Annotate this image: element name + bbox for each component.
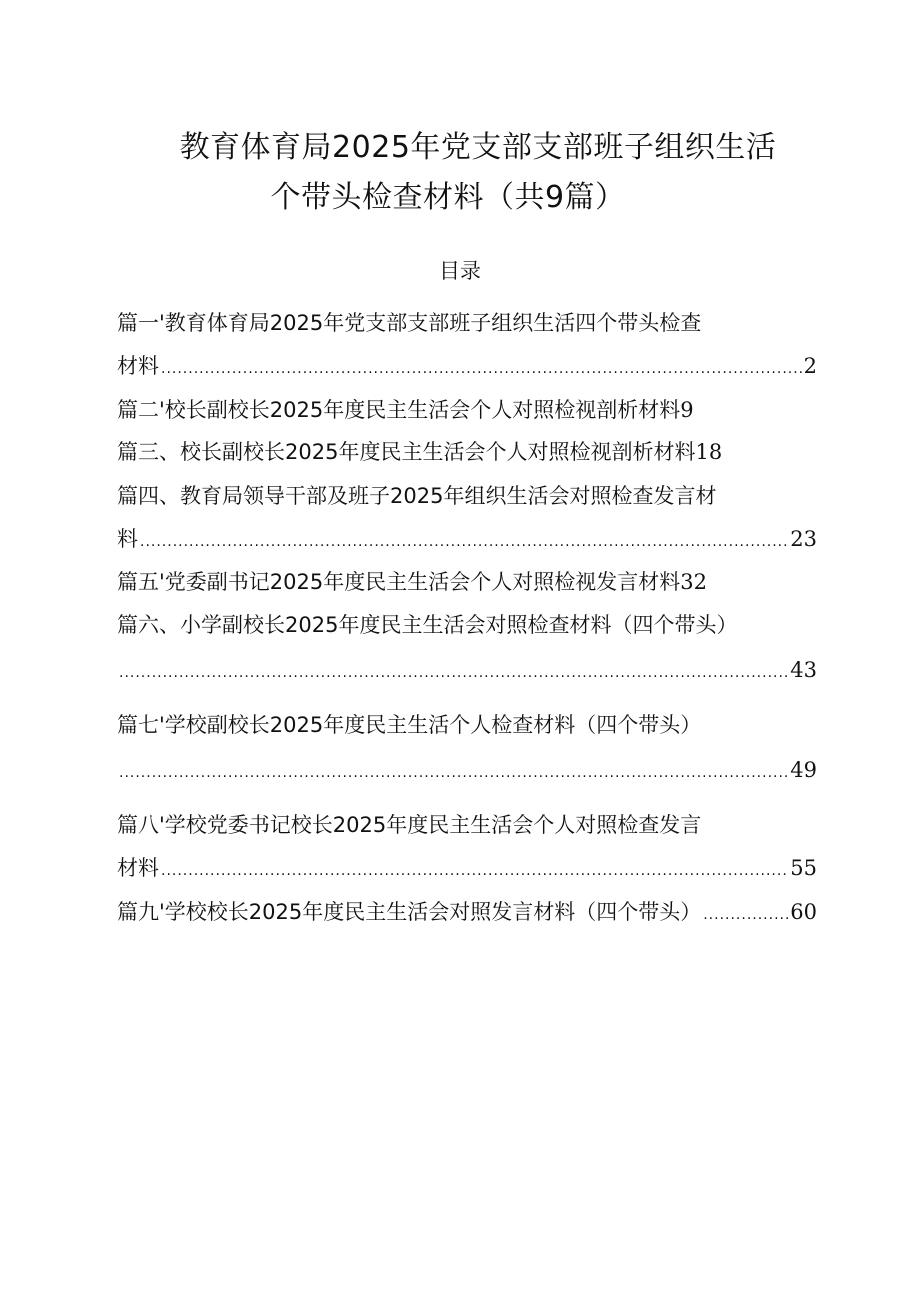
toc-entry-8-line-1[interactable]: 篇八'学校党委书记校长2025年度民主生活会个人对照检查发言 — [117, 813, 702, 837]
toc-entry-2-page: 9 — [680, 398, 694, 422]
toc-entry-3-text: 篇三、校长副校长2025年度民主生活会个人对照检视剖析材料 — [117, 440, 696, 464]
toc-leader-dots — [119, 658, 788, 688]
toc-entry-9-page: 60 — [790, 900, 817, 924]
document-title-line-1: 教育体育局2025年党支部支部班子组织生活 — [179, 130, 777, 165]
toc-heading: 目录 — [439, 259, 481, 283]
toc-entry-1-leader[interactable] — [117, 351, 817, 381]
document-title-line-2: 个带头检查材料（共9篇） — [270, 180, 626, 215]
toc-entry-7-leader[interactable] — [117, 755, 817, 785]
toc-entry-3-page: 18 — [695, 440, 723, 464]
toc-entry-8-page: 55 — [790, 856, 817, 880]
toc-entry-4-leader[interactable] — [117, 524, 817, 554]
toc-entry-4-line-2: 料 — [117, 527, 138, 551]
toc-entry-6-leader[interactable] — [117, 655, 817, 685]
toc-entry-7-page: 49 — [790, 758, 817, 782]
toc-entry-1-page: 2 — [803, 354, 817, 378]
toc-leader-dots — [703, 900, 788, 930]
toc-leader-dots — [140, 527, 788, 557]
toc-leader-dots — [161, 856, 788, 886]
toc-entry-2-text: 篇二'校长副校长2025年度民主生活会个人对照检视剖析材料 — [117, 398, 681, 422]
toc-entry-2[interactable] — [117, 395, 694, 425]
toc-entry-8-leader[interactable] — [117, 853, 817, 883]
toc-leader-dots — [119, 758, 788, 788]
toc-entry-9-leader[interactable] — [117, 897, 817, 927]
toc-entry-4-page: 23 — [790, 527, 817, 551]
toc-entry-3[interactable] — [117, 437, 722, 467]
toc-entry-1-line-2: 材料 — [117, 354, 159, 378]
toc-entry-5[interactable] — [117, 567, 707, 597]
toc-entry-4-line-1[interactable]: 篇四、教育局领导干部及班子2025年组织生活会对照检查发言材 — [117, 484, 717, 508]
toc-entry-7-line-1[interactable]: 篇七'学校副校长2025年度民主生活个人检查材料（四个带头） — [117, 713, 702, 737]
toc-entry-6-line-1[interactable]: 篇六、小学副校长2025年度民主生活会对照检查材料（四个带头） — [117, 613, 738, 637]
toc-entry-9-text: 篇九'学校校长2025年度民主生活会对照发言材料（四个带头） — [117, 900, 702, 924]
toc-entry-5-text: 篇五'党委副书记2025年度民主生活会个人对照检视发言材料 — [117, 570, 681, 594]
toc-entry-1-line-1[interactable]: 篇一'教育体育局2025年党支部支部班子组织生活四个带头检查 — [117, 311, 702, 335]
toc-entry-5-page: 32 — [680, 570, 707, 594]
toc-entry-8-line-2: 材料 — [117, 856, 159, 880]
toc-leader-dots — [161, 354, 802, 384]
toc-entry-6-page: 43 — [790, 658, 817, 682]
